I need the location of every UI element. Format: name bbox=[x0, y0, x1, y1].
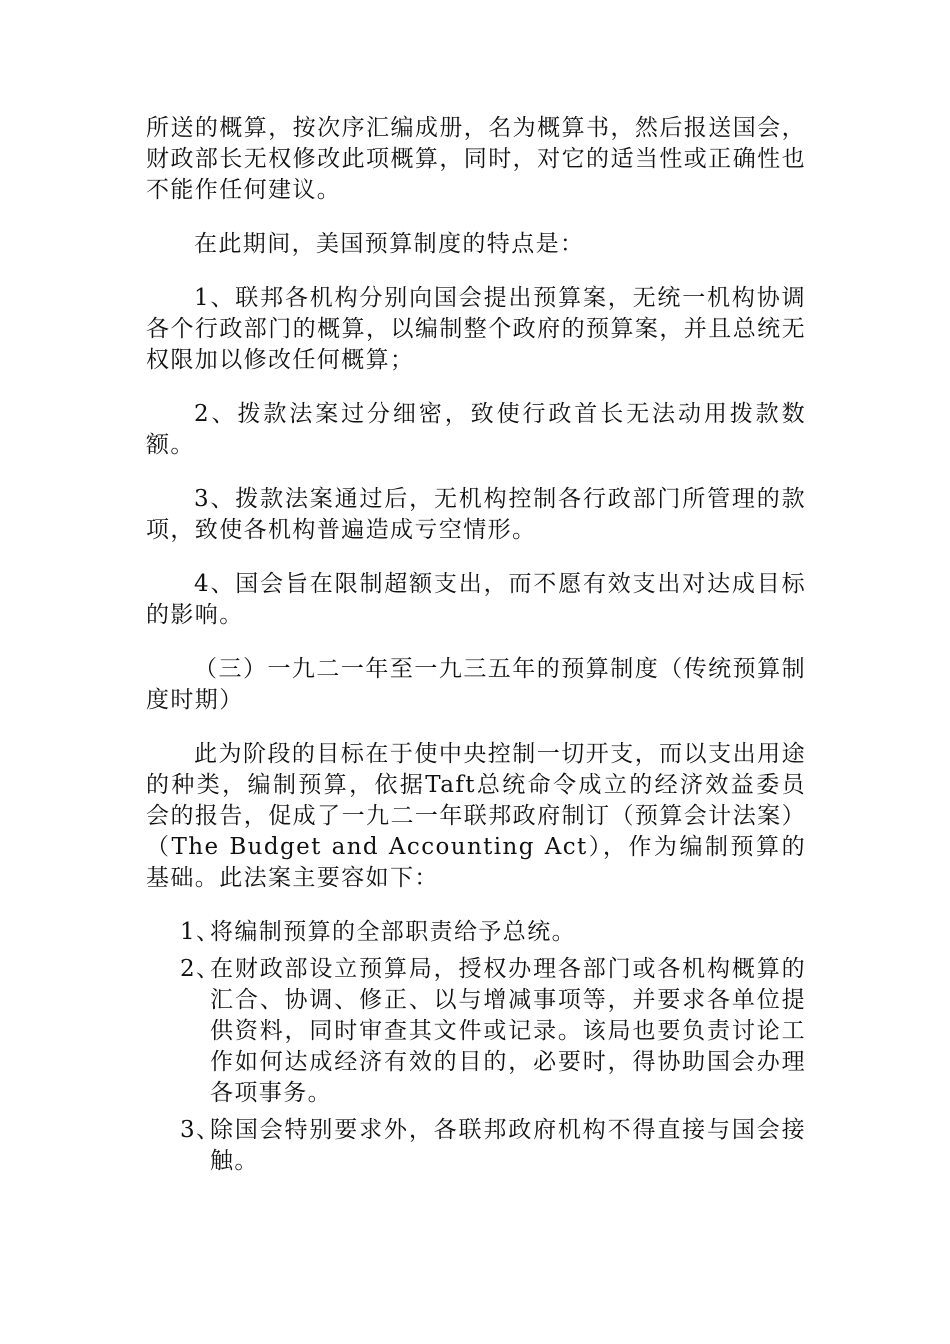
list-item-text: 除国会特别要求外，各联邦政府机构不得直接与国会接触。 bbox=[210, 1117, 806, 1174]
section-heading: （三）一九二一年至一九三五年的预算制度（传统预算制度时期） bbox=[146, 656, 806, 713]
paragraph-feature-4: 4、国会旨在限制超额支出，而不愿有效支出对达成目标的影响。 bbox=[146, 571, 806, 628]
list-item-number: 3、 bbox=[180, 1117, 221, 1143]
list-item bbox=[146, 954, 806, 1109]
paragraph-feature-1: 1、联邦各机构分别向国会提出预算案，无统一机构协调各个行政部门的概算，以编制整个政府的预算案，并且总统无权限加以修改任何概算； bbox=[146, 285, 806, 373]
list-item bbox=[146, 917, 806, 948]
list-item-number: 1、 bbox=[180, 919, 221, 945]
paragraph-feature-2: 2、拨款法案过分细密，致使行政首长无法动用拨款数额。 bbox=[146, 401, 806, 458]
document-page bbox=[146, 113, 806, 1183]
paragraph-feature-3: 3、拨款法案通过后，无机构控制各行政部门所管理的款项，致使各机构普遍造成亏空情形。 bbox=[146, 486, 806, 543]
list-item-text: 在财政部设立预算局，授权办理各部门或各机构概算的汇合、协调、修正、以与增减事项等，并要求各单位提供资料，同时审查其文件或记录。该局也要负责讨论工作如何达成经济有效的目的，必要时，得协助国会办理各项事务。 bbox=[210, 956, 806, 1106]
act-provisions-list bbox=[146, 917, 806, 1177]
paragraph-budget-act: 此为阶段的目标在于使中央控制一切开支，而以支出用途的种类，编制预算，依据Taft总统命令成立的经济效益委员会的报告，促成了一九二一年联邦政府制订（预算会计法案）（The Budget and Accounting Act），作为编制预算的基础。此法案主要容如下： bbox=[146, 741, 806, 891]
paragraph-continuation: 所送的概算，按次序汇编成册，名为概算书，然后报送国会，财政部长无权修改此项概算，同时，对它的适当性或正确性也不能作任何建议。 bbox=[146, 115, 806, 203]
list-item-number: 2、 bbox=[180, 956, 221, 982]
list-item bbox=[146, 1115, 806, 1177]
list-item-text: 将编制预算的全部职责给予总统。 bbox=[210, 919, 576, 945]
paragraph-features-intro: 在此期间，美国预算制度的特点是： bbox=[194, 231, 585, 257]
